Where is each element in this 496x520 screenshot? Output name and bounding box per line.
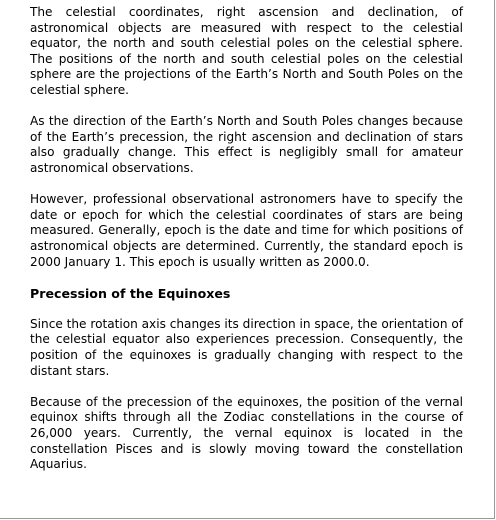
- section-heading: Precession of the Equinoxes: [30, 285, 231, 301]
- paragraph-epoch: However, professional observational astronomers have to specify the date or epoch for which the celestial coordinates of stars are being measured. Generally, epoch is the date and time for which positions of astronomical objects are determined. Currently, the standard epoch is 2000 January 1. This epoch is usually written as 2000.0.: [30, 192, 463, 269]
- paragraph-celestial-coordinates: The celestial coordinates, right ascension and declination, of astronomical objects are measured with respect to the celestial equator, the north and south celestial poles on the celestial sphere. The positions of the north and south celestial poles on the celestial sphere are the projections of the Earth’s North and South Poles on the celestial sphere.: [30, 5, 463, 97]
- paragraph-earth-precession: As the direction of the Earth’s North and South Poles changes because of the Earth’s precession, the right ascension and declination of stars also gradually change. This effect is negligibly small for amateur astronomical observations.: [30, 114, 463, 175]
- paragraph-equator-precession: Since the rotation axis changes its direction in space, the orientation of the celestial equator also experiences precession. Consequently, the position of the equinoxes is gradually changing with respect to the distant stars.: [30, 316, 463, 378]
- document-body: [30, 5, 463, 488]
- paragraph-vernal-equinox: Because of the precession of the equinoxes, the position of the vernal equinox shifts through all the Zodiac constellations in the course of 26,000 years. Currently, the vernal equinox is located in the constellation Pisces and is slowly moving toward the constellation Aquarius.: [30, 394, 463, 472]
